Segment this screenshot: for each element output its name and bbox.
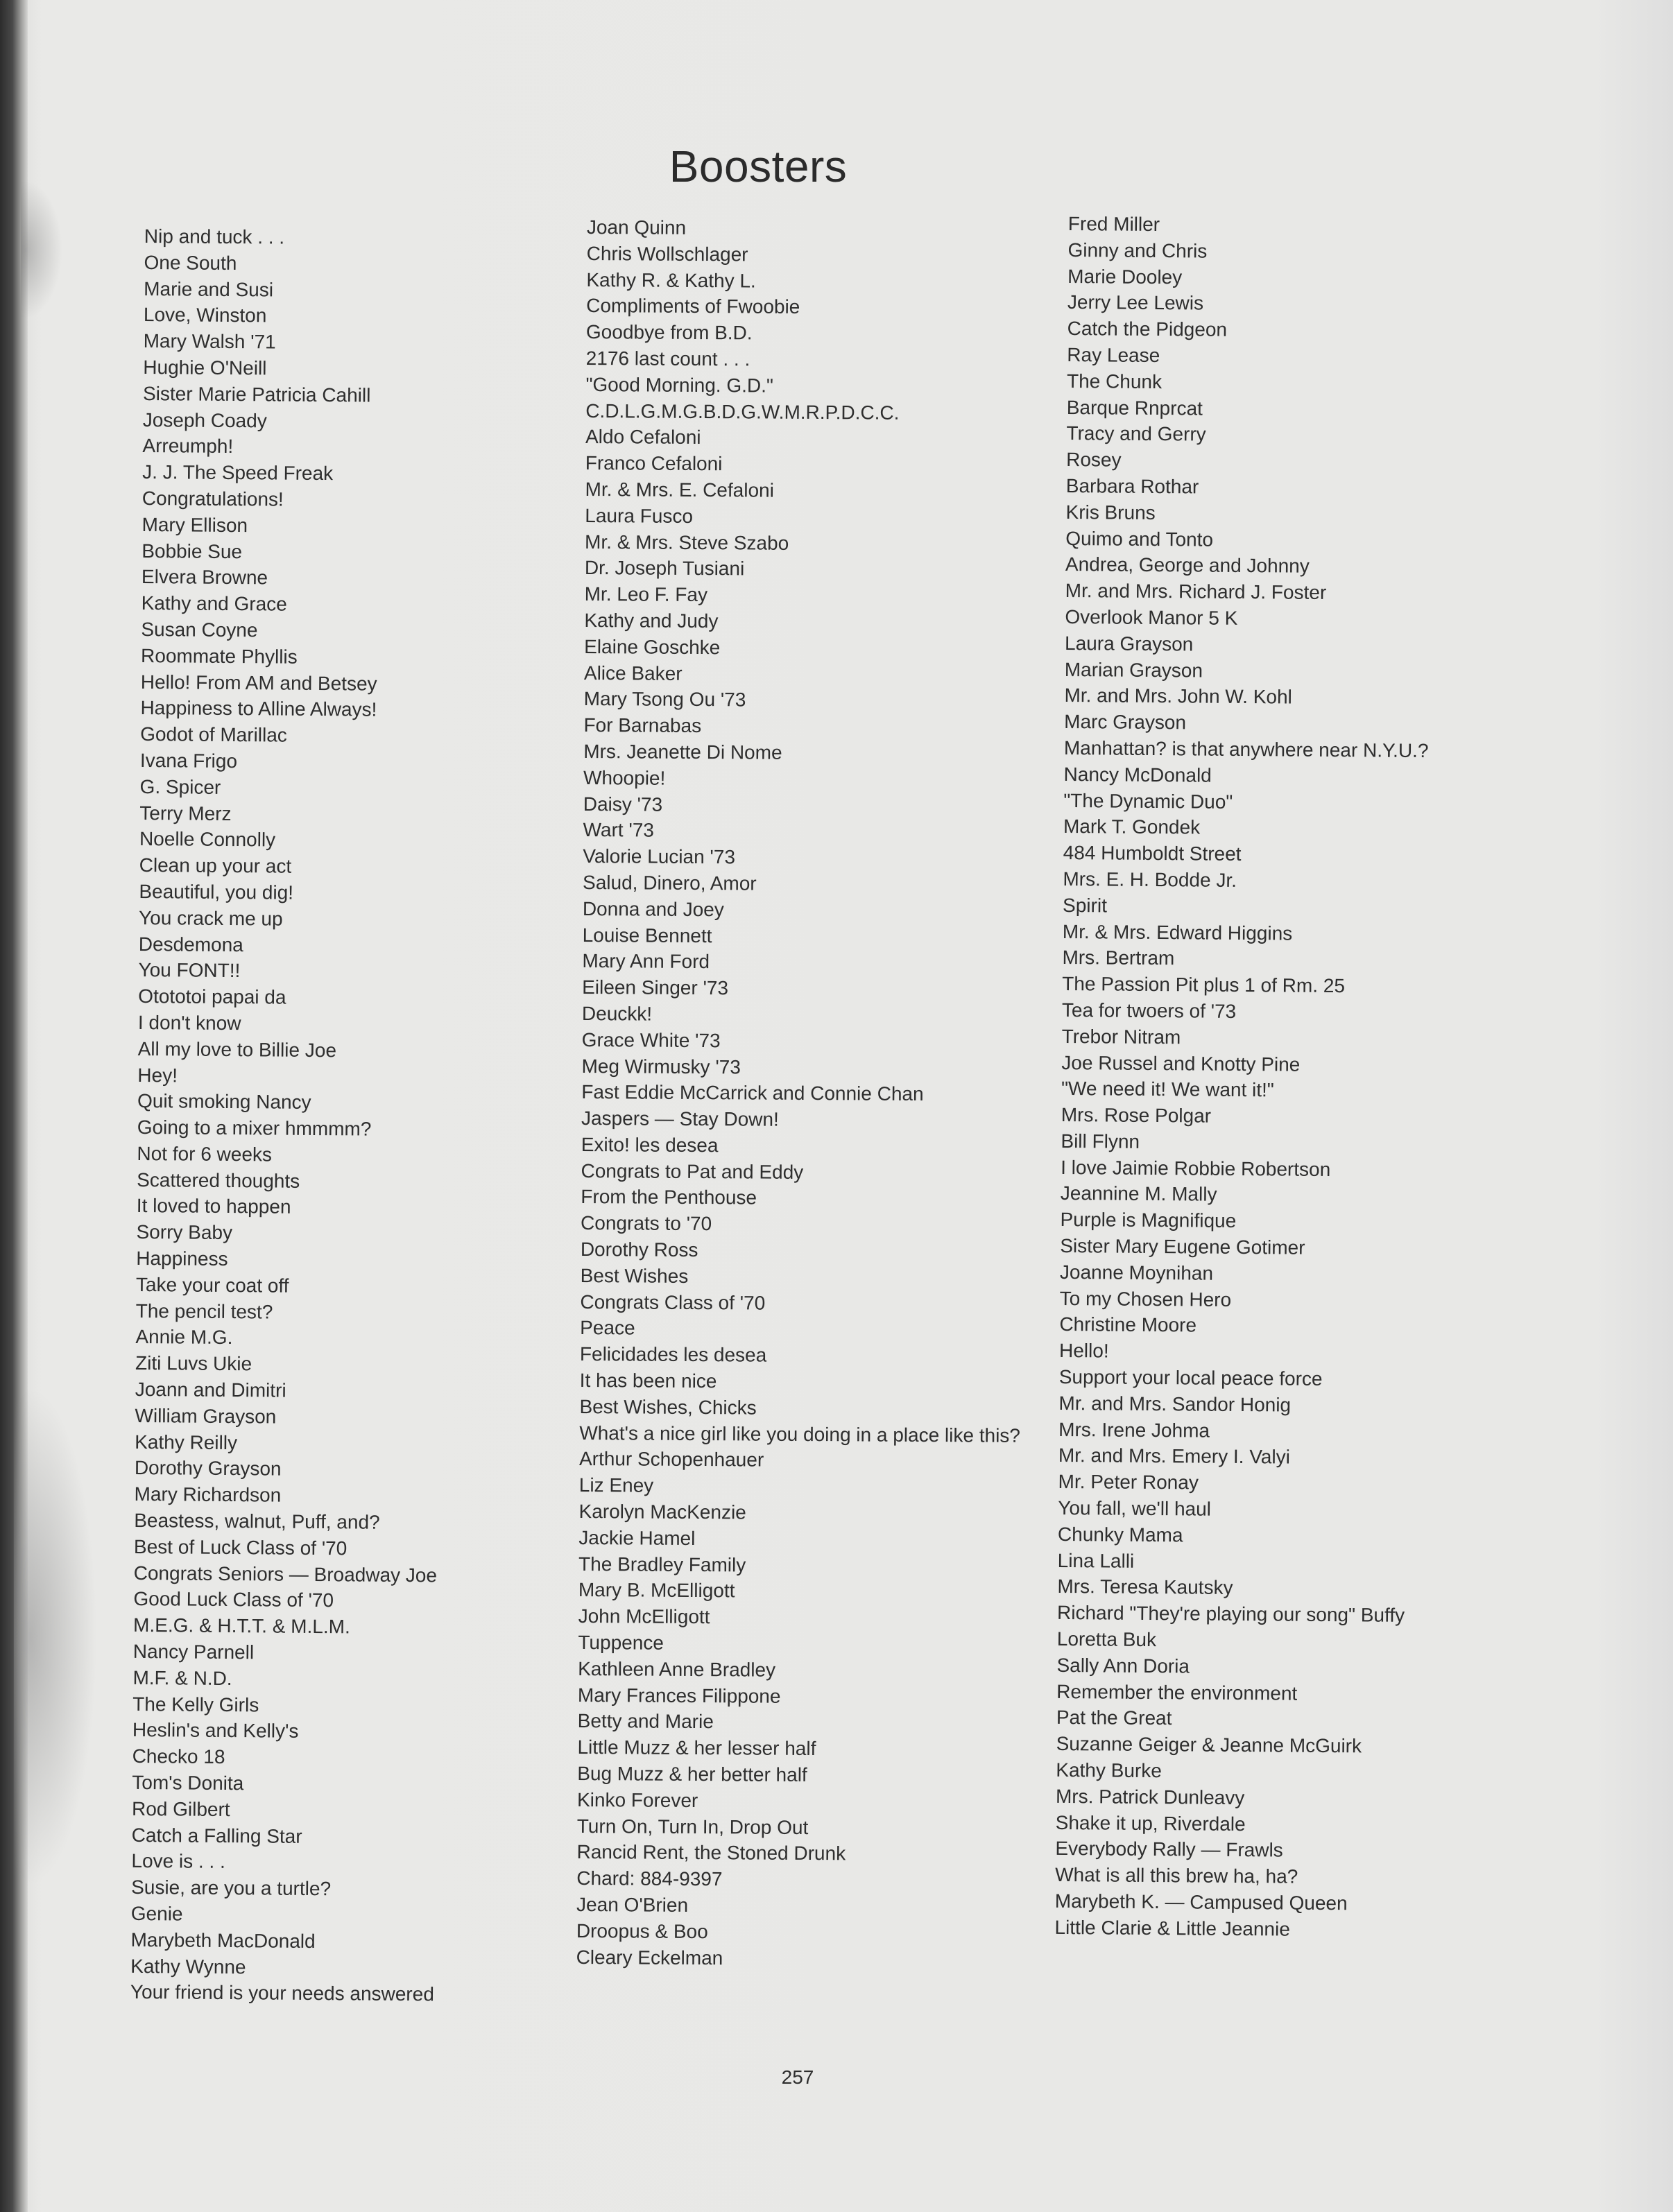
booster-entry: Mrs. Teresa Kautsky: [1057, 1575, 1233, 1599]
booster-entry: Manhattan? is that anywhere near N.Y.U.?: [1063, 736, 1429, 762]
booster-entry: Checko 18: [132, 1745, 225, 1768]
booster-entry: Elaine Goschke: [584, 635, 721, 658]
booster-entry: Best Wishes: [580, 1264, 689, 1287]
booster-entry: Remember the environment: [1056, 1680, 1298, 1704]
booster-entry: Mary Ellison: [141, 513, 248, 536]
booster-entry: Best of Luck Class of '70: [133, 1535, 348, 1559]
booster-entry: Marian Grayson: [1064, 658, 1203, 682]
booster-entry: Mr. and Mrs. Richard J. Foster: [1065, 580, 1327, 604]
booster-entry: Jerry Lee Lewis: [1067, 291, 1204, 314]
booster-entry: Ginny and Chris: [1067, 239, 1208, 262]
booster-entry: Everybody Rally — Frawls: [1055, 1838, 1283, 1861]
booster-entry: Spirit: [1063, 894, 1108, 917]
booster-entry: Barque Rnprcat: [1066, 396, 1203, 420]
booster-entry: Mary B. McElligott: [578, 1579, 735, 1602]
booster-entry: Mrs. Irene Johma: [1058, 1418, 1210, 1442]
booster-entry: Quimo and Tonto: [1065, 527, 1214, 551]
booster-entry: What's a nice girl like you doing in a place like this?: [579, 1422, 1021, 1446]
booster-entry: The pencil test?: [135, 1299, 273, 1323]
booster-entry: What is all this brew ha, ha?: [1055, 1864, 1298, 1887]
booster-entry: Cleary Eckelman: [576, 1946, 723, 1969]
booster-entry: Nancy Parnell: [132, 1640, 255, 1664]
booster-entry: Dorothy Grayson: [134, 1457, 282, 1480]
booster-entry: William Grayson: [135, 1404, 277, 1428]
booster-entry: Sally Ann Doria: [1056, 1654, 1190, 1677]
booster-entry: Whoopie!: [583, 766, 666, 789]
booster-entry: Nancy McDonald: [1063, 763, 1212, 786]
booster-entry: Meg Wirmusky '73: [581, 1055, 741, 1078]
booster-entry: Chunky Mama: [1057, 1523, 1183, 1546]
booster-entry: Dorothy Ross: [580, 1238, 698, 1261]
booster-entry: Tracy and Gerry: [1066, 422, 1206, 445]
booster-entry: Susie, are you a turtle?: [131, 1876, 332, 1900]
booster-entry: Tom's Donita: [132, 1771, 244, 1795]
booster-entry: Mary Walsh '71: [143, 330, 276, 353]
booster-entry: Joann and Dimitri: [135, 1379, 286, 1401]
booster-entry: Kathy Burke: [1056, 1759, 1162, 1782]
booster-entry: Dr. Joseph Tusiani: [584, 557, 745, 580]
booster-entry: Good Luck Class of '70: [133, 1588, 334, 1612]
booster-entry: Catch a Falling Star: [131, 1824, 302, 1847]
booster-entry: Happiness: [136, 1247, 228, 1270]
booster-entry: All my love to Billie Joe: [137, 1037, 337, 1061]
booster-entry: Clean up your act: [139, 854, 292, 877]
booster-entry: Mr. & Mrs. E. Cefaloni: [585, 478, 774, 501]
booster-entry: Rosey: [1066, 449, 1122, 471]
booster-entry: Arreumph!: [142, 435, 234, 458]
booster-entry: Wart '73: [583, 819, 655, 841]
booster-entry: Love, Winston: [143, 304, 267, 327]
booster-entry: Shake it up, Riverdale: [1055, 1811, 1246, 1835]
booster-entry: 2176 last count . . .: [585, 347, 750, 370]
booster-entry: Mr. & Mrs. Edward Higgins: [1062, 920, 1293, 944]
booster-entry: Eileen Singer '73: [582, 976, 729, 999]
booster-entry: J. J. The Speed Freak: [142, 461, 334, 485]
booster-entry: Franco Cefaloni: [585, 452, 723, 475]
booster-entry: The Passion Pit plus 1 of Rm. 25: [1062, 973, 1346, 997]
booster-entry: Marie Dooley: [1067, 265, 1183, 288]
booster-entry: Annie M.G.: [135, 1326, 233, 1349]
booster-entry: Chris Wollschlager: [586, 242, 748, 266]
page-smudge: [21, 180, 62, 319]
booster-entry: Noelle Connolly: [139, 828, 276, 851]
booster-entry: Mr. and Mrs. John W. Kohl: [1064, 684, 1292, 708]
booster-entry: Roommate Phyllis: [140, 644, 298, 668]
booster-entry: Liz Eney: [578, 1474, 654, 1496]
booster-entry: Suzanne Geiger & Jeanne McGuirk: [1056, 1733, 1362, 1757]
booster-entry: From the Penthouse: [581, 1186, 757, 1209]
booster-entry: Mrs. Rose Polgar: [1061, 1104, 1212, 1127]
booster-entry: Otototoi papai da: [138, 985, 286, 1008]
booster-entry: Joe Russel and Knotty Pine: [1061, 1051, 1301, 1075]
booster-entry: Jeannine M. Mally: [1060, 1182, 1217, 1206]
booster-entry: Richard "They're playing our song" Buffy: [1056, 1602, 1405, 1627]
booster-entry: Rancid Rent, the Stoned Drunk: [576, 1841, 846, 1865]
booster-entry: Mark T. Gondek: [1063, 815, 1201, 838]
booster-entry: Peace: [580, 1317, 635, 1339]
booster-entry: Congrats Class of '70: [580, 1290, 766, 1314]
booster-entry: Alice Baker: [583, 662, 683, 684]
booster-entry: Genie: [130, 1902, 183, 1925]
booster-entry: Chard: 884-9397: [576, 1867, 723, 1890]
booster-entry: Kathleen Anne Bradley: [578, 1657, 776, 1681]
booster-entry: Mr. and Mrs. Sandor Honig: [1058, 1392, 1292, 1416]
booster-entry: Marc Grayson: [1064, 711, 1187, 734]
booster-entry: Mrs. Patrick Dunleavy: [1055, 1785, 1245, 1808]
booster-entry: Quit smoking Nancy: [137, 1090, 311, 1114]
booster-entry: Susan Coyne: [141, 618, 258, 641]
booster-entry: Marybeth MacDonald: [130, 1928, 316, 1952]
booster-entry: Mary Tsong Ou '73: [583, 688, 746, 711]
booster-entry: Tea for twoers of '73: [1061, 999, 1237, 1022]
booster-entry: 484 Humboldt Street: [1063, 842, 1242, 865]
booster-entry: Purple is Magnifique: [1060, 1209, 1237, 1232]
booster-entry: Exito! les desea: [581, 1133, 719, 1157]
booster-entry: Bug Muzz & her better half: [577, 1762, 807, 1786]
booster-entry: Congratulations!: [141, 487, 284, 510]
booster-entry: Mrs. E. H. Bodde Jr.: [1063, 867, 1237, 891]
booster-entry: Fred Miller: [1067, 212, 1160, 236]
booster-entry: Kris Bruns: [1065, 501, 1156, 524]
booster-entry: Kathy Reilly: [135, 1431, 238, 1453]
booster-entry: Nip and tuck . . .: [144, 225, 285, 248]
booster-entry: Rod Gilbert: [131, 1797, 230, 1820]
booster-entry: Mary Richardson: [134, 1483, 282, 1506]
booster-entry: Congrats Seniors — Broadway Joe: [133, 1562, 438, 1587]
booster-entry: Jaspers — Stay Down!: [581, 1107, 779, 1130]
booster-entry: M.F. & N.D.: [132, 1666, 232, 1689]
booster-entry: Not for 6 weeks: [137, 1142, 273, 1166]
booster-entry: Betty and Marie: [577, 1710, 714, 1733]
booster-entry: "We need it! We want it!": [1061, 1078, 1274, 1101]
booster-entry: I love Jaimie Robbie Robertson: [1061, 1156, 1331, 1180]
boosters-column-1: [130, 223, 533, 2009]
booster-entry: Felicidades les desea: [579, 1343, 767, 1366]
booster-entry: Marybeth K. — Campused Queen: [1054, 1890, 1348, 1915]
booster-entry: Little Clarie & Little Jeannie: [1054, 1916, 1290, 1940]
booster-entry: Sorry Baby: [136, 1221, 233, 1244]
booster-entry: Overlook Manor 5 K: [1065, 605, 1238, 629]
booster-entry: Joseph Coady: [142, 408, 267, 431]
boosters-column-3: [1054, 211, 1554, 1944]
booster-entry: Congrats to Pat and Eddy: [581, 1159, 804, 1183]
booster-entry: The Chunk: [1066, 370, 1162, 392]
booster-entry: Compliments of Fwoobie: [586, 295, 800, 318]
boosters-column-2: [576, 214, 1031, 1973]
booster-entry: Congrats to '70: [581, 1212, 712, 1235]
booster-entry: M.E.G. & H.T.T. & M.L.M.: [132, 1614, 350, 1638]
booster-entry: Aldo Cefaloni: [585, 426, 701, 449]
booster-entry: Happiness to Alline Always!: [140, 697, 377, 720]
booster-entry: Goodbye from B.D.: [585, 321, 753, 344]
booster-entry: Mr. Leo F. Fay: [584, 583, 708, 606]
booster-entry: Valorie Lucian '73: [583, 845, 736, 868]
booster-entry: Grace White '73: [581, 1028, 721, 1051]
booster-entry: Laura Grayson: [1064, 632, 1194, 655]
booster-entry: Salud, Dinero, Amor: [583, 871, 757, 895]
booster-entry: Support your local peace force: [1058, 1366, 1323, 1390]
page-title: Boosters: [669, 141, 848, 191]
booster-entry: Kathy Wynne: [130, 1955, 246, 1978]
booster-entry: Love is . . .: [131, 1850, 225, 1873]
booster-entry: Louise Bennett: [582, 924, 712, 947]
booster-entry: Joanne Moynihan: [1059, 1261, 1214, 1284]
booster-entry: Lina Lalli: [1057, 1549, 1135, 1572]
booster-entry: Pat the Great: [1056, 1706, 1172, 1729]
booster-entry: Tuppence: [578, 1631, 664, 1654]
booster-entry: Jean O'Brien: [576, 1893, 689, 1916]
booster-entry: Best Wishes, Chicks: [579, 1395, 757, 1419]
booster-entry: Sister Marie Patricia Cahill: [142, 382, 371, 406]
booster-entry: Mr. & Mrs. Steve Szabo: [585, 530, 789, 554]
booster-entry: Mary Ann Ford: [582, 950, 710, 973]
booster-entry: Catch the Pidgeon: [1067, 318, 1228, 340]
booster-entry: G. Spicer: [139, 775, 221, 798]
page-number: 257: [781, 2066, 814, 2088]
booster-entry: Kathy and Grace: [141, 592, 287, 615]
booster-entry: Trebor Nitram: [1061, 1025, 1181, 1048]
booster-entry: "The Dynamic Duo": [1063, 789, 1233, 813]
booster-entry: Desdemona: [138, 933, 243, 956]
booster-entry: Going to a mixer hmmmm?: [137, 1116, 372, 1140]
booster-entry: Hello!: [1058, 1340, 1109, 1362]
booster-entry: John McElligott: [578, 1605, 710, 1628]
booster-entry: Barbara Rothar: [1065, 474, 1199, 498]
booster-entry: Take your coat off: [135, 1273, 289, 1297]
booster-entry: Kathy R. & Kathy L.: [586, 268, 756, 292]
booster-entry: C.D.L.G.M.G.B.D.G.W.M.R.P.D.C.C.: [585, 399, 900, 424]
page-smudge: [14, 1387, 97, 1886]
booster-entry: Karolyn MacKenzie: [578, 1501, 746, 1523]
booster-entry: Hughie O'Neill: [143, 356, 267, 379]
booster-entry: You fall, we'll haul: [1058, 1496, 1212, 1520]
booster-entry: Turn On, Turn In, Drop Out: [576, 1815, 809, 1838]
booster-entry: Daisy '73: [583, 793, 663, 815]
booster-entry: Mary Frances Filippone: [577, 1684, 781, 1707]
booster-entry: Joan Quinn: [586, 216, 687, 239]
booster-entry: Hey!: [137, 1064, 178, 1086]
booster-entry: Deuckk!: [581, 1002, 653, 1025]
booster-entry: Donna and Joey: [582, 897, 724, 920]
booster-entry: Godot of Marillac: [140, 723, 287, 746]
booster-entry: It has been nice: [579, 1369, 717, 1392]
booster-entry: I don't know: [137, 1011, 241, 1035]
booster-entry: Marie and Susi: [144, 277, 274, 301]
booster-entry: Ivana Frigo: [139, 749, 238, 772]
booster-entry: Bill Flynn: [1061, 1130, 1140, 1152]
booster-entry: Fast Eddie McCarrick and Connie Chan: [581, 1081, 924, 1105]
booster-entry: Jackie Hamel: [578, 1526, 696, 1549]
booster-entry: Droopus & Boo: [576, 1919, 708, 1942]
booster-entry: One South: [144, 251, 237, 274]
booster-entry: Hello! From AM and Betsey: [140, 671, 377, 695]
booster-entry: Terry Merz: [139, 802, 232, 824]
booster-entry: The Bradley Family: [578, 1553, 746, 1576]
booster-entry: For Barnabas: [583, 714, 702, 737]
booster-entry: You FONT!!: [138, 959, 241, 982]
booster-entry: Kathy and Judy: [584, 609, 719, 632]
booster-entry: Loretta Buk: [1056, 1627, 1157, 1651]
booster-entry: Mr. Peter Ronay: [1058, 1471, 1199, 1494]
booster-entry: Mr. and Mrs. Emery I. Valyi: [1058, 1444, 1291, 1469]
booster-entry: Mrs. Bertram: [1062, 947, 1175, 969]
booster-entry: Ray Lease: [1067, 343, 1160, 367]
booster-entry: Scattered thoughts: [137, 1168, 300, 1192]
booster-entry: You crack me up: [139, 906, 283, 930]
booster-entry: Your friend is your needs answered: [130, 1981, 434, 2005]
booster-entry: "Good Morning. G.D.": [585, 373, 774, 397]
booster-entry: Kinko Forever: [576, 1788, 698, 1811]
booster-entry: Heslin's and Kelly's: [132, 1719, 299, 1743]
booster-entry: The Kelly Girls: [132, 1693, 259, 1716]
booster-entry: Elvera Browne: [141, 566, 268, 589]
booster-entry: Sister Mary Eugene Gotimer: [1060, 1235, 1305, 1259]
booster-entry: To my Chosen Hero: [1059, 1287, 1232, 1311]
booster-entry: Ziti Luvs Ukie: [135, 1352, 252, 1375]
booster-entry: Mrs. Jeanette Di Nome: [583, 740, 782, 763]
booster-entry: It loved to happen: [136, 1195, 291, 1218]
booster-entry: Beastess, walnut, Puff, and?: [134, 1509, 380, 1533]
booster-entry: Little Muzz & her lesser half: [577, 1736, 816, 1760]
booster-entry: Laura Fusco: [585, 504, 694, 527]
booster-entry: Beautiful, you dig!: [139, 880, 294, 904]
booster-entry: Arthur Schopenhauer: [578, 1448, 764, 1471]
booster-entry: Christine Moore: [1059, 1313, 1197, 1336]
booster-entry: Bobbie Sue: [141, 539, 243, 562]
booster-entry: Andrea, George and Johnny: [1065, 553, 1310, 578]
